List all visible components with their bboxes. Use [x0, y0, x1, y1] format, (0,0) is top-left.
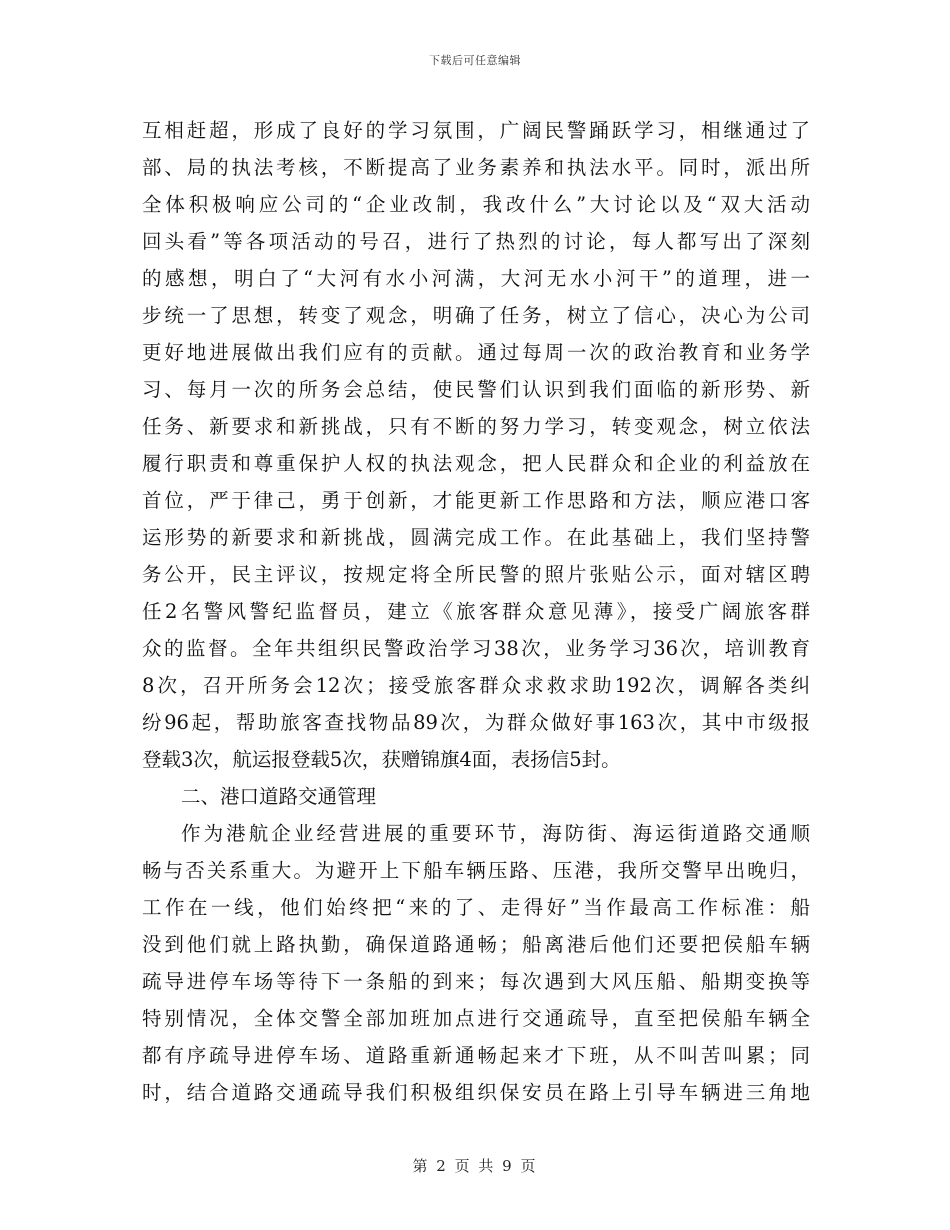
text-line: 回头看”等各项活动的号召，进行了热烈的讨论，每人都写出了深刻 [142, 230, 810, 253]
text-line: 8次，召开所务会12次；接受旅客群众求救求助192次，调解各类纠 [142, 674, 810, 697]
text-line: 登载3次，航运报登载5次，获赠锦旗4面，表扬信5封。 [142, 748, 621, 771]
text-line: 畅与否关系重大。为避开上下船车辆压路、压港，我所交警早出晚归， [142, 859, 810, 882]
text-line: 步统一了思想，转变了观念，明确了任务，树立了信心，决心为公司 [142, 304, 810, 327]
text-line: 疏导进停车场等待下一条船的到来；每次遇到大风压船、船期变换等 [142, 970, 810, 993]
page-header: 下载后可任意编辑 [429, 54, 521, 67]
text-line: 众的监督。全年共组织民警政治学习38次，业务学习36次，培训教育 [142, 637, 810, 660]
text-line: 特别情况，全体交警全部加班加点进行交通疏导，直至把侯船车辆全 [142, 1007, 810, 1030]
text-line: 没到他们就上路执勤，确保道路通畅；船离港后他们还要把侯船车辆 [142, 933, 810, 956]
text-line: 纷96起，帮助旅客查找物品89次，为群众做好事163次，其中市级报 [142, 711, 810, 734]
text-line: 更好地进展做出我们应有的贡献。通过每周一次的政治教育和业务学 [142, 341, 810, 364]
text-line: 任2名警风警纪监督员，建立《旅客群众意见薄》，接受广阔旅客群 [142, 600, 810, 623]
page-footer: 第 2 页 共 9 页 [412, 1157, 538, 1175]
document-body [142, 112, 810, 1111]
section-heading: 二、港口道路交通管理 [181, 785, 377, 808]
text-line: 履行职责和尊重保护人权的执法观念，把人民群众和企业的利益放在 [142, 452, 810, 475]
text-line: 工作在一线，他们始终把“来的了、走得好”当作最高工作标准：船 [142, 896, 810, 919]
text-line: 互相赶超，形成了良好的学习氛围，广阔民警踊跃学习，相继通过了 [142, 119, 810, 142]
text-line: 都有序疏导进停车场、道路重新通畅起来才下班，从不叫苦叫累；同 [142, 1044, 810, 1067]
text-line: 务公开，民主评议，按规定将全所民警的照片张贴公示，面对辖区聘 [142, 563, 810, 586]
text-line: 运形势的新要求和新挑战，圆满完成工作。在此基础上，我们坚持警 [142, 526, 810, 549]
text-line: 习、每月一次的所务会总结，使民警们认识到我们面临的新形势、新 [142, 378, 810, 401]
text-line: 全体积极响应公司的“企业改制，我改什么”大讨论以及“双大活动 [142, 193, 810, 216]
text-line: 部、局的执法考核，不断提高了业务素养和执法水平。同时，派出所 [142, 156, 810, 179]
text-line: 任务、新要求和新挑战，只有不断的努力学习，转变观念，树立依法 [142, 415, 810, 438]
text-line: 时，结合道路交通疏导我们积极组织保安员在路上引导车辆进三角地 [142, 1081, 810, 1104]
text-line: 首位，严于律己，勇于创新，才能更新工作思路和方法，顺应港口客 [142, 489, 810, 512]
text-line: 作为港航企业经营进展的重要环节，海防街、海运街道路交通顺 [181, 822, 810, 845]
text-line: 的感想，明白了“大河有水小河满，大河无水小河干”的道理，进一 [142, 267, 810, 290]
